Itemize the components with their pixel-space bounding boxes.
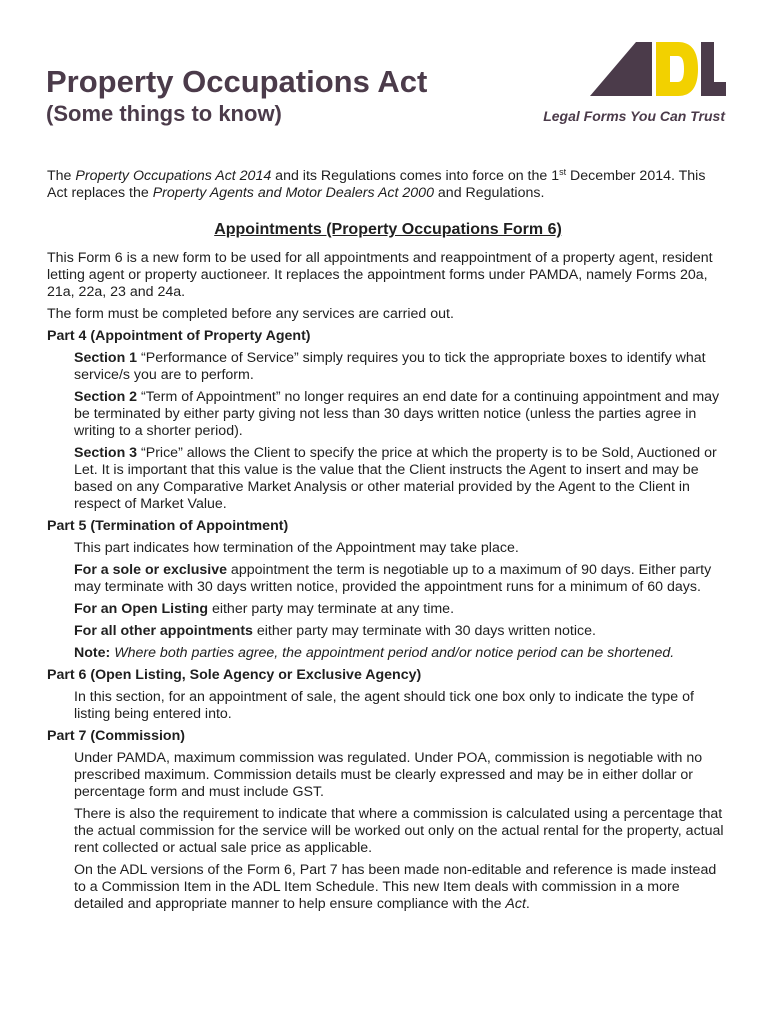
part7-act-word: Act [505, 896, 526, 912]
part5-body [47, 540, 729, 662]
part4-section2 [74, 389, 729, 440]
part6-paragraph-1: In this section, for an appointment of sale, the agent should tick one box only to indicate the type of listing being entered into. [74, 689, 694, 722]
part5-sole [74, 562, 729, 596]
section-paragraph-2: The form must be completed before any services are carried out. [47, 306, 454, 322]
part6-body [47, 689, 729, 723]
intro-text-4: and Regulations. [433, 185, 545, 201]
part5-heading: Part 5 (Termination of Appointment) [47, 518, 289, 534]
part5-other [74, 623, 729, 640]
document-title: Property Occupations Act [46, 64, 428, 99]
part4-section3 [74, 445, 729, 513]
part5-other-text: either party may terminate with 30 days written notice. [252, 623, 596, 639]
section-paragraph-1: This Form 6 is a new form to be used for all appointments and reappointment of a property agent, resident letting agent or property auctioneer. It replaces the appointment forms under PAMDA, namely Forms 20a, 21a, 22a, 23 and 24a. [47, 250, 713, 300]
part4-heading: Part 4 (Appointment of Property Agent) [47, 328, 311, 344]
intro-superscript: st [559, 167, 567, 177]
part5-open-label: For an Open Listing [74, 601, 208, 617]
intro-paragraph [47, 168, 729, 202]
part5-open-text: either party may terminate at any time. [208, 601, 455, 617]
part4-section3-text: “Price” allows the Client to specify the price at which the property is to be Sold, Auctioned or Let. It is important that this value is the value that the Client instructs the Agent to insert and may be based on any Comparative Market Analysis or other material provided by the Agent to the Client in respect of Market Value. [74, 445, 717, 512]
logo-triangle [590, 42, 636, 96]
part7-heading: Part 7 (Commission) [47, 728, 185, 744]
intro-act-name: Property Occupations Act 2014 [75, 168, 272, 184]
part5-paragraph-1: This part indicates how termination of the Appointment may take place. [74, 540, 519, 556]
part5-other-label: For all other appointments [74, 623, 253, 639]
document-subtitle: (Some things to know) [46, 101, 282, 126]
adl-logo [590, 40, 726, 96]
logo-d-letter [656, 42, 698, 96]
part4-section1-label: Section 1 [74, 350, 138, 366]
part5-note-label: Note: [74, 645, 111, 661]
part7-paragraph-1: Under PAMDA, maximum commission was regulated. Under POA, commission is negotiable with no prescribed maximum. Commission details must be clearly expressed and may be in either dollar or percentage form and must include GST. [74, 750, 703, 800]
part7-paragraph-3 [74, 862, 729, 913]
part7-body [47, 750, 729, 913]
logo-l-letter [701, 42, 726, 96]
part5-note [74, 645, 729, 662]
part4-section1 [74, 350, 729, 384]
logo-a-bar [636, 42, 652, 96]
document-body [47, 168, 729, 918]
section-heading: Appointments (Property Occupations Form 6) [214, 221, 562, 238]
part7-paragraph-3-text: On the ADL versions of the Form 6, Part 7 has been made non-editable and reference is made instead to a Commission Item in the ADL Item Schedule. This new Item deals with commission in a more detailed and appropriate manner to help ensure compliance with the [74, 862, 717, 912]
intro-text-1: The [47, 168, 76, 184]
intro-text-2: and its Regulations comes into force on the 1 [271, 168, 560, 184]
part5-note-text: Where both parties agree, the appointment period and/or notice period can be shortened. [110, 645, 675, 661]
part7-paragraph-3-end: . [525, 896, 530, 912]
tagline: Legal Forms You Can Trust [543, 108, 725, 124]
part4-section2-text: “Term of Appointment” no longer requires an end date for a continuing appointment and may be terminated by either party giving not less than 30 days written notice (unless the parties agree in writing to a shorter period). [74, 389, 720, 439]
intro-text-3: December 2014. This Act replaces the [47, 168, 706, 201]
intro-old-act-name: Property Agents and Motor Dealers Act 2000 [152, 185, 434, 201]
part6-heading: Part 6 (Open Listing, Sole Agency or Exclusive Agency) [47, 667, 422, 683]
part5-sole-label: For a sole or exclusive [74, 562, 227, 578]
part4-section2-label: Section 2 [74, 389, 138, 405]
part4-section3-label: Section 3 [74, 445, 138, 461]
part4-body [47, 350, 729, 513]
part5-open [74, 601, 729, 618]
part7-paragraph-2: There is also the requirement to indicate that where a commission is calculated using a percentage that the actual commission for the service will be worked out only on the actual rental for the property, actual rent collected or actual sale price as applicable. [74, 806, 724, 856]
part4-section1-text: “Performance of Service” simply requires you to tick the appropriate boxes to identify what service/s you are to perform. [74, 350, 706, 383]
part5-sole-text: appointment the term is negotiable up to a maximum of 90 days. Either party may terminate with 30 days written notice, provided the appointment runs for a minimum of 60 days. [74, 562, 712, 595]
